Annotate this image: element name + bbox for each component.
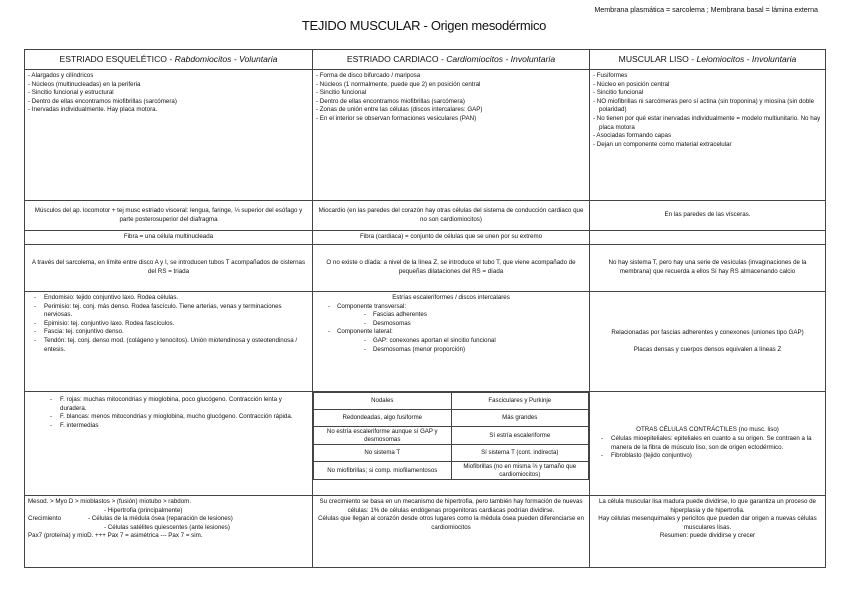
ml-sistema-t: No hay sistema T, pero hay una serie de vesículas (invaginaciones de la membrana) que recuerda a ellos Sí hay RS almacenando calcio [590,245,826,292]
ec-crecimiento-text: Su crecimiento se basa en un mecanismo de hipertrofia, pero también hay formación de nuevas células: 1% de células endógenas progenitoras cardiacas podrían dividirse. [319,498,583,514]
top-note: Membrana plasmática = sarcolema ; Membrana basal = lámina externa [594,5,818,14]
table-cell: Fasciculares y Purkinje [451,393,589,410]
list-item: - Endomisio: tejido conjuntivo laxo. Rodea células. [34,294,309,303]
list-item: - Forma de disco bifurcado / mariposa [316,72,421,79]
list-item: - Dentro de ellas encontramos miofibrillas (sarcómera) [316,97,465,105]
ml-characteristics [590,70,826,201]
list-item: - Desmosomas [364,319,411,327]
list-item: - F. rojas: muchas mitocondrias y mioglobina, poco glucógeno. Contracción lenta y duradera. [50,396,309,413]
header-estriado-cardiaco: ESTRIADO CARDIACO - Cardiomiocitos - Involuntaria [313,50,590,70]
list-item: - Núcleos (multinucleadas) en la periferia [28,80,141,88]
table-cell: Nodales [314,393,452,410]
list-item: - F. blancas: menos mitocondrias y mioglobina, mucho glucógeno. Contracción rápida. [50,413,309,422]
list-item: - Perimisio: tej. conj. más denso. Rodea fascículo. Tiene arterias, venas y terminaciones nerviosas. [34,303,309,320]
ml-fibra [590,231,826,245]
list-item: - Sincitio funcional y estructural [28,89,114,97]
ec-medula: Células que llegan al corazón desde otros lugares como la médula ósea pueden diferenciarse en cardiomiocitos [318,515,584,531]
ml-resumen: Resumen: puede dividirse y crecer [659,532,756,540]
ee-origen: Mesod. > Myo D > mioblastos > (fusión) miotubo > rabdom. [28,498,192,505]
ee-pax7: Pax7 (proteína) y mioD. +++ Pax 7 = asimétrica --- Pax 7 = sim. [28,532,203,540]
componente-lateral: - Componente lateral: [328,328,393,336]
ec-characteristics [313,70,590,201]
header-estriado-esqueletico: ESTRIADO ESQUELÉTICO - Rabdomiocitos - Voluntaria [25,50,313,70]
list-item: - En el interior se observan formaciones vesiculares (PAN) [316,114,477,122]
crecimiento-line: Crecimiento - Células de la médula ósea (reparación de lesiones) [28,515,233,523]
list-item: - Núcleo en posición central [593,80,670,88]
ee-sistema-t: A través del sarcolema, en límite entre disco A y I, se introducen tubos T acompañados de cisternas del RS = triada [25,245,313,292]
ec-location: Miocardio (en las paredes del corazón hay otras células del sistema de conducción cardiaco que no son cardiomiocitos) [313,201,590,231]
table-cell: Sí estría escaleriforme [451,427,589,445]
list-item: - Fusiformes [593,72,628,79]
ee-crecimiento [25,496,313,568]
ee-tipos-fibras [25,392,313,496]
list-item: - Zonas de unión entre las células (discos intercalares: GAP) [316,106,483,114]
list-item: - Células mioepiteliales: epiteliales en cuanto a su origen. Se contraen a la manera de la fibra de músculo liso, son de origen ectodérmico. [601,435,822,452]
list-item: - F. intermedias [50,422,309,431]
ml-otras-celulas [590,392,826,496]
list-item: - Fibroblasto (tejido conjuntivo) [601,452,822,461]
componente-transversal: - Componente transversal: [328,302,407,310]
conduction-table [313,392,589,480]
ec-fibra: Fibra (cardiaca) = conjunto de células que se unen por su extremo [313,231,590,245]
table-cell: Más grandes [451,410,589,427]
list-item: - Dejan un componente como material extracelular [593,140,732,148]
ee-location: Músculos del ap. locomotor + tej musc estriado visceral: lengua, faringe, ⅓ superior del esófago y parte posterosuperior del diafragma [25,201,313,231]
list-item: - Alargados y cilíndricos [28,72,94,79]
ec-discos-intercalares [313,292,590,392]
table-cell: No sistema T [314,445,452,462]
ee-tejido-conjuntivo [25,292,313,392]
list-item: - Dentro de ellas encontramos miofibrillas (sarcómera) [28,97,177,105]
ee-characteristics [25,70,313,201]
ml-mesenquimales: Hay células mesenquimales y pericitos que pueden dar origen a nuevas células musculares lisas. [598,515,817,531]
ml-placas-densas: Placas densas y cuerpos densos equivalen a líneas Z [633,345,782,353]
ec-crecimiento [313,496,590,568]
table-cell: Redondeadas, algo fusiforme [314,410,452,427]
list-item: - Fascia: tej. conjuntivo denso. [34,328,309,337]
ec-conduction-cells [313,392,590,496]
table-cell: Miofibrillas (no en misma ⅔ y tamaño que cardiomiocitos) [451,462,589,480]
ec-sistema-t: O no existe o díada: a nivel de la línea Z, se introduce el tubo T, que viene acompañado de pequeñas dilataciones del RS = díada [313,245,590,292]
comparison-table [24,49,826,568]
list-item: - Núcleos (1 normalmente, puede que 2) en posición central [316,80,481,88]
list-item: - Células satélites quiescentes (ante lesiones) [104,523,230,531]
list-item: - Sincitio funcional [316,89,367,97]
list-item: - Desmosomas (menor proporción) [364,345,466,353]
list-item: - Asociadas formando capas [593,132,672,140]
table-cell: Sí sistema T (cont. indirecta) [451,445,589,462]
ml-crecimiento [590,496,826,568]
table-cell: No miofibrillas; si comp. miofilamentosos [314,462,452,480]
ml-location: En las paredes de las vísceras. [590,201,826,231]
list-item: - Inervadas individualmente. Hay placa motora. [28,106,158,114]
list-item: - Epimisio: tej. conjuntivo laxo. Rodea fascículos. [34,320,309,329]
list-item: - Hipertrofia (principalmente) [104,506,183,514]
list-item: - GAP: conexones aportan el sincitio funcional [364,336,496,344]
ml-uniones [590,292,826,392]
table-cell: No estría escaleriforme aunque sí GAP y desmosomas [314,427,452,445]
list-item: - Sincitio funcional [593,89,644,97]
list-item: - No tienen por qué estar inervadas individualmente = modelo multiunitario. No hay placa motora [593,114,821,131]
discos-title: Estrías escaleriformes / discos intercalares [392,294,510,301]
header-muscular-liso: MUSCULAR LISO - Leiomiocitos - Involuntaria [590,50,826,70]
ee-fibra: Fibra = una célula multinucleada [25,231,313,245]
ml-uniones-text: Relacionadas por fascias adherentes y conexones (uniones tipo GAP) [611,328,804,336]
list-item: - Tendón: tej. conj. denso mod. (colágeno y tenocitos). Unión miotendinosa y osteotendinosa / entesis. [34,337,309,354]
otras-celulas-title: OTRAS CÉLULAS CONTRÁCTILES (no musc. liso) [636,426,779,434]
list-item: - NO miofibrillas ni sarcómeras pero sí actina (sin troponina) y miosina (sin doble polaridad) [593,97,815,114]
ml-crecimiento-text: La célula muscular lisa madura puede dividirse, lo que garantiza un proceso de hiperplasia y de hipertrofia. [598,498,817,514]
list-item: - Fascias adherentes [364,311,427,319]
page-title: TEJIDO MUSCULAR - Origen mesodérmico [301,18,547,33]
